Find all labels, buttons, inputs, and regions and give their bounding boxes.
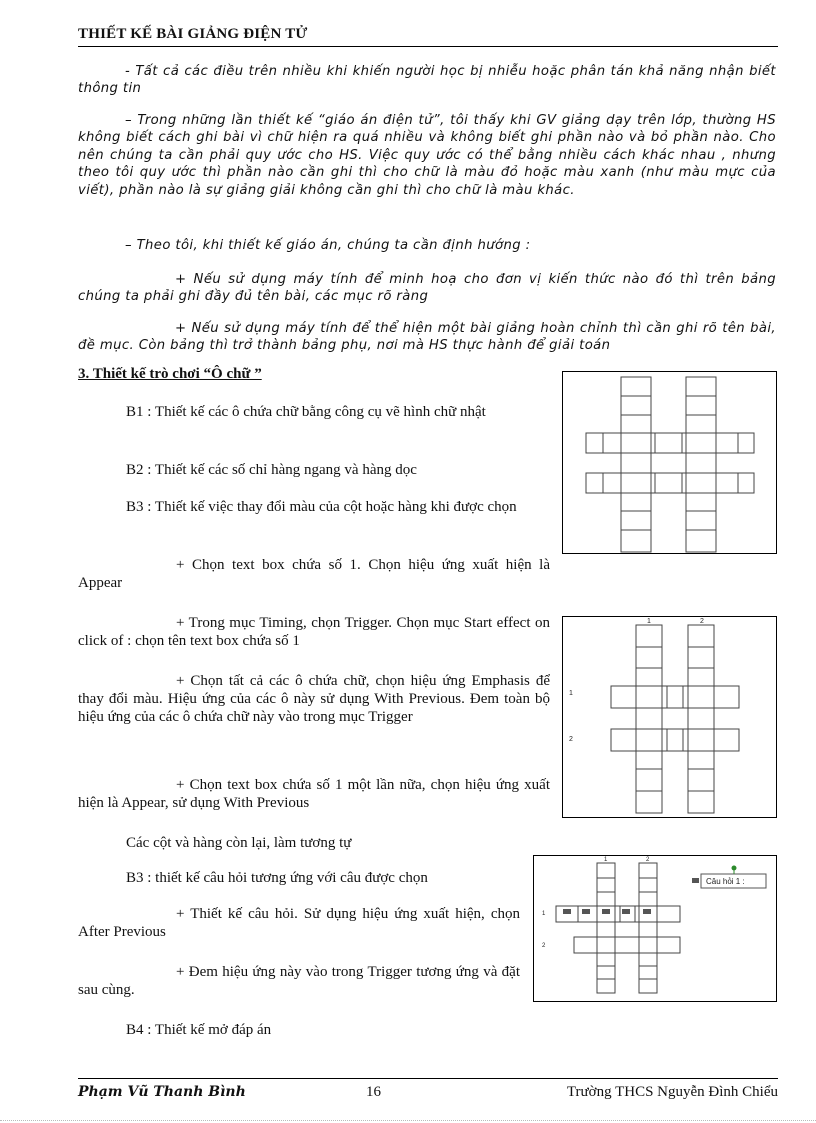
fig3-col-label-1: 1 [604, 857, 608, 863]
step-b3-sub-3: + Chọn tất cả các ô chứa chữ, chọn hiệu ứng Emphasis để thay đổi màu. Hiệu ứng của các ô này sử dụng With Previous. Đem toàn bộ hiệu ứng của các ô chứa chữ này vào trong mục Trigger [78, 673, 550, 725]
step-b3-sub-2: + Trong mục Timing, chọn Trigger. Chọn mục Start effect on click of : chọn tên text box chứa số 1 [78, 615, 550, 649]
fig3-row-label-1: 1 [542, 911, 546, 917]
step-b3-sub-1: + Chọn text box chứa số 1. Chọn hiệu ứng xuất hiện là Appear [78, 557, 550, 591]
step-question-sub-2: + Đem hiệu ứng này vào trong Trigger tương ứng và đặt sau cùng. [78, 964, 520, 998]
crossword-grid-2 [563, 617, 776, 817]
fig3-row-label-2: 2 [542, 943, 546, 949]
fig3-col-label-2: 2 [646, 857, 650, 863]
intro-paragraph-4: + Nếu sử dụng máy tính để minh hoạ cho đơn vị kiến thức nào đó thì trên bảng chúng ta phải ghi đầy đủ tên bài, các mục rõ ràng [78, 272, 776, 305]
step-b4: B4 : Thiết kế mở đáp án [126, 1022, 272, 1038]
crossword-grid-1 [563, 372, 776, 553]
crossword-figure-2 [562, 616, 777, 818]
fig2-col-label-2: 2 [700, 618, 704, 625]
step-b3-question: B3 : thiết kế câu hỏi tương ứng với câu được chọn [126, 870, 428, 886]
step-b3-sub-4: + Chọn text box chứa số 1 một lần nữa, chọn hiệu ứng xuất hiện là Appear, sử dụng With Previous [78, 777, 550, 811]
step-b3: B3 : Thiết kế việc thay đổi màu của cột hoặc hàng khi được chọn [126, 499, 517, 515]
crossword-grid-3 [534, 856, 776, 1001]
step-b1: B1 : Thiết kế các ô chứa chữ bằng công cụ vẽ hình chữ nhật [126, 404, 486, 420]
crossword-figure-1 [562, 371, 777, 554]
intro-paragraph-5: + Nếu sử dụng máy tính để thể hiện một bài giảng hoàn chỉnh thì cần ghi rõ tên bài, đề mục. Còn bảng thì trở thành bảng phụ, nơi mà HS thực hành để giải toán [78, 321, 776, 354]
step-repeat-note: Các cột và hàng còn lại, làm tương tự [126, 835, 352, 851]
fig2-row-label-1: 1 [569, 690, 573, 697]
step-b2: B2 : Thiết kế các số chỉ hàng ngang và hàng dọc [126, 462, 417, 478]
intro-paragraph-2: – Trong những lần thiết kế “giáo án điện tử”, tôi thấy khi GV giảng dạy trên lớp, thường HS không biết cách ghi bài vì chữ hiện ra quá nhiều và không biết ghi phần nào và bỏ phần nào. Cho nên chúng ta cần phải quy ước cho HS. Việc quy ước có thể bằng nhiều cách khác nhau , nhưng theo tôi quy ước thì phần nào cần ghi thì cho chữ là màu đỏ hoặc màu xanh (như màu mực của viết), phần nào là sự giảng giải không cần ghi thì cho chữ là màu khác. [78, 113, 776, 198]
intro-paragraph-1: - Tất cả các điều trên nhiều khi khiến người học bị nhiễu hoặc phân tán khả năng nhận biết thông tin [78, 64, 776, 97]
section-title: 3. Thiết kế trò chơi “Ô chữ ” [78, 366, 262, 382]
intro-paragraph-3: – Theo tôi, khi thiết kế giáo án, chúng ta cần định hướng : [125, 238, 531, 253]
page-bottom-edge [0, 1120, 816, 1121]
header-divider [78, 46, 778, 47]
footer-divider [78, 1078, 778, 1079]
footer-author: Phạm Vũ Thanh Bình [78, 1084, 246, 1100]
header-title: THIẾT KẾ BÀI GIẢNG ĐIỆN TỬ [78, 26, 308, 42]
crossword-figure-3 [533, 855, 777, 1002]
fig2-row-label-2: 2 [569, 736, 573, 743]
fig2-col-label-1: 1 [647, 618, 651, 625]
fig3-question-label: Câu hỏi 1 : [706, 877, 745, 886]
footer-school: Trường THCS Nguyễn Đình Chiểu [566, 1084, 778, 1100]
footer-page-number: 16 [366, 1084, 381, 1100]
step-question-sub-1: + Thiết kế câu hỏi. Sử dụng hiệu ứng xuất hiện, chọn After Previous [78, 906, 520, 940]
